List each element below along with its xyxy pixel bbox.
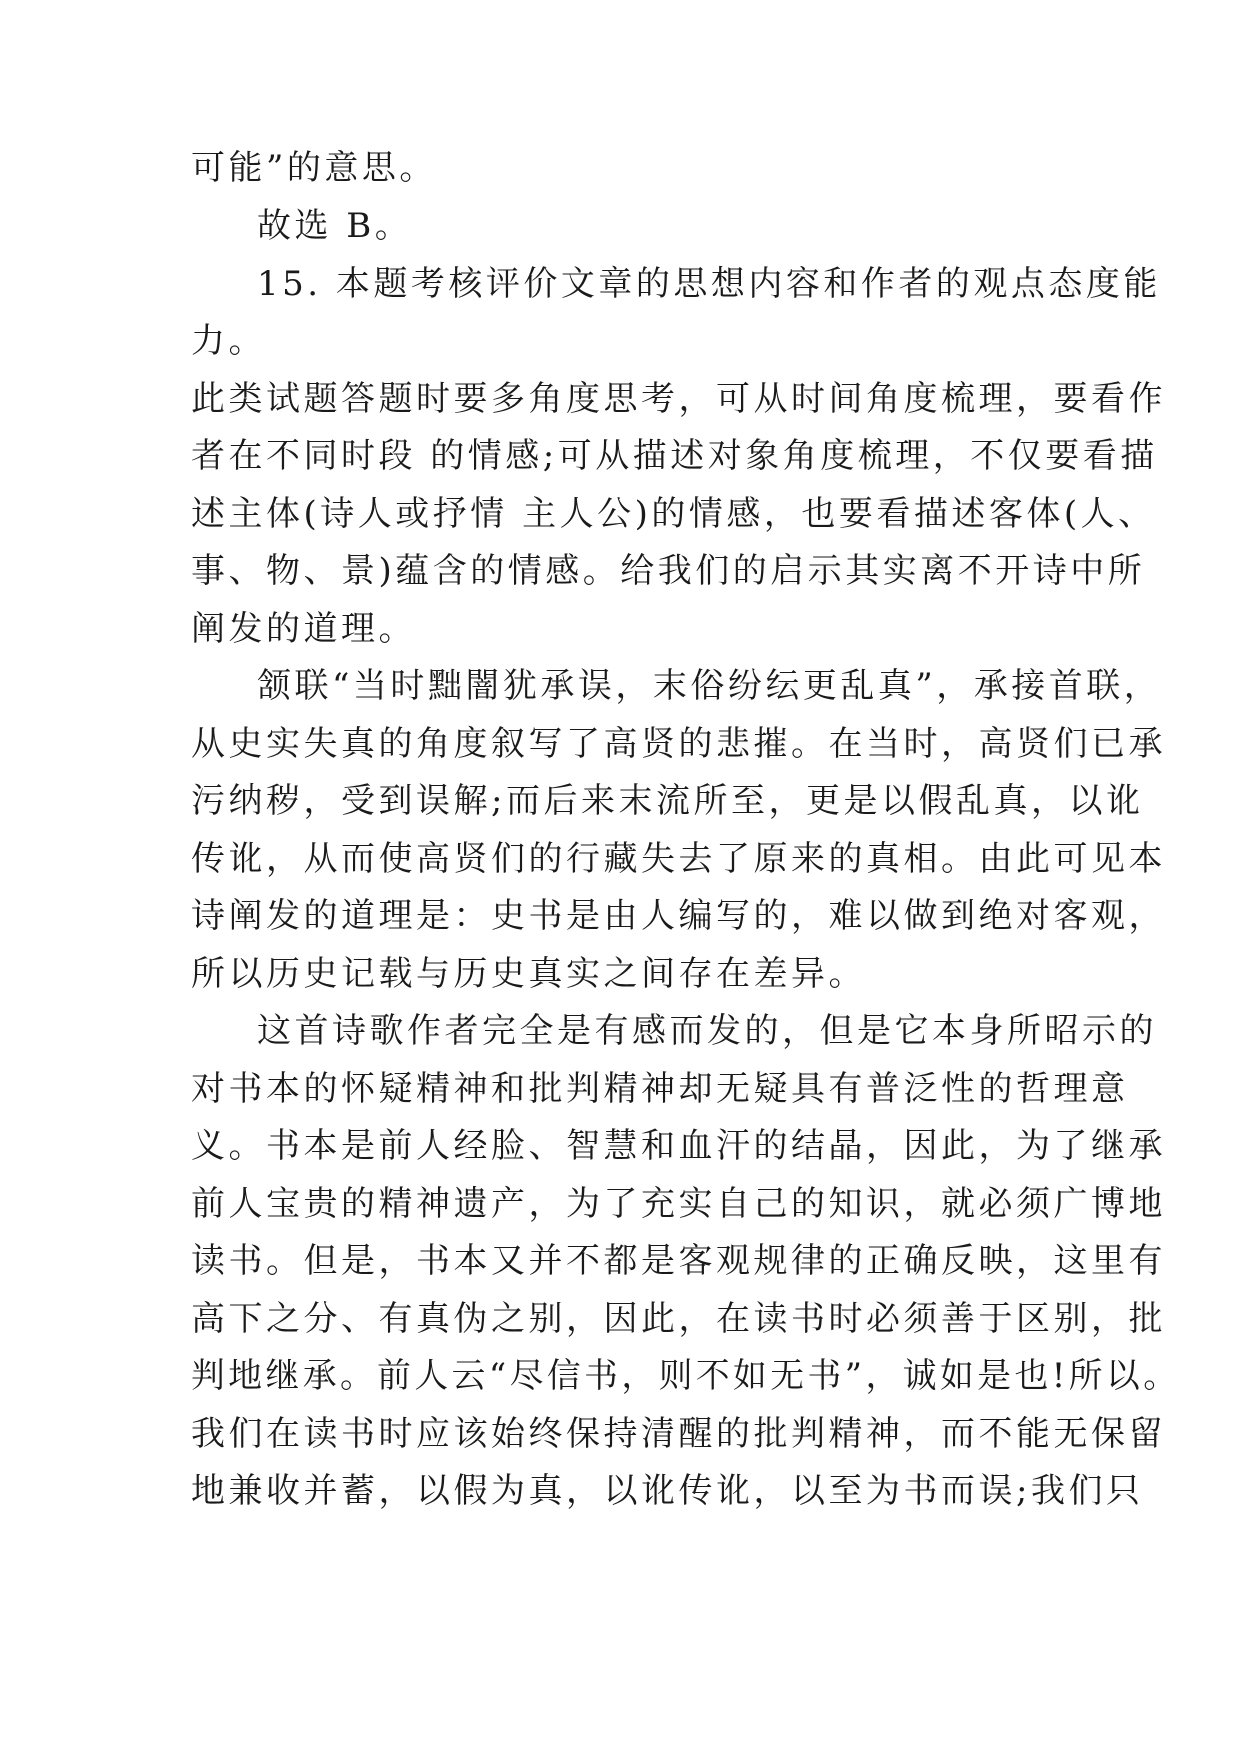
text-line: 事、物、景)蕴含的情感。给我们的启示其实离不开诗中所: [191, 551, 1146, 591]
text-line: 此类试题答题时要多角度思考，可从时间角度梳理，要看作: [191, 379, 1166, 419]
text-line: 高下之分、有真伪之别，因此，在读书时必须善于区别，批: [191, 1299, 1166, 1339]
text-line: 15. 本题考核评价文章的思想内容和作者的观点态度能: [257, 264, 1161, 304]
text-line: 述主体(诗人或抒情 主人公)的情感，也要看描述客体(人、: [191, 494, 1156, 534]
text-line: 阐发的道理。: [191, 609, 416, 649]
text-line: 这首诗歌作者完全是有感而发的，但是它本身所昭示的: [257, 1011, 1157, 1051]
text-line: 读书。但是，书本又并不都是客观规律的正确反映，这里有: [191, 1241, 1166, 1281]
text-line: 者在不同时段 的情感;可从描述对象角度梳理，不仅要看描: [191, 436, 1158, 476]
text-line: 义。书本是前人经脸、智慧和血汗的结晶，因此，为了继承: [191, 1126, 1166, 1166]
text-line: 从史实失真的角度叙写了高贤的悲摧。在当时，高贤们已承: [191, 724, 1166, 764]
text-line: 污纳秽，受到误解;而后来末流所至，更是以假乱真，以讹: [191, 781, 1144, 821]
text-line: 前人宝贵的精神遗产，为了充实自己的知识，就必须广博地: [191, 1184, 1166, 1224]
text-line: 对书本的怀疑精神和批判精神却无疑具有普泛性的哲理意: [191, 1069, 1129, 1109]
text-line: 可能”的意思。: [191, 148, 437, 188]
text-line: 诗阐发的道理是：史书是由人编写的，难以做到绝对客观，: [191, 896, 1166, 936]
text-line: 颔联“当时黜闇犹承误，末俗纷纭更乱真”，承接首联，: [257, 666, 1162, 706]
text-line: 我们在读书时应该始终保持清醒的批判精神，而不能无保留: [191, 1414, 1166, 1454]
text-line: 地兼收并蓄，以假为真，以讹传讹，以至为书而误;我们只: [191, 1471, 1144, 1511]
text-line: 力。: [191, 321, 266, 361]
text-line: 所以历史记载与历史真实之间存在差异。: [191, 954, 866, 994]
text-line: 传讹，从而使高贤们的行藏失去了原来的真相。由此可见本: [191, 839, 1166, 879]
text-line: 判地继承。前人云“尽信书，则不如无书”，诚如是也!所以。: [191, 1356, 1181, 1396]
text-line: 故选 B。: [257, 206, 413, 246]
